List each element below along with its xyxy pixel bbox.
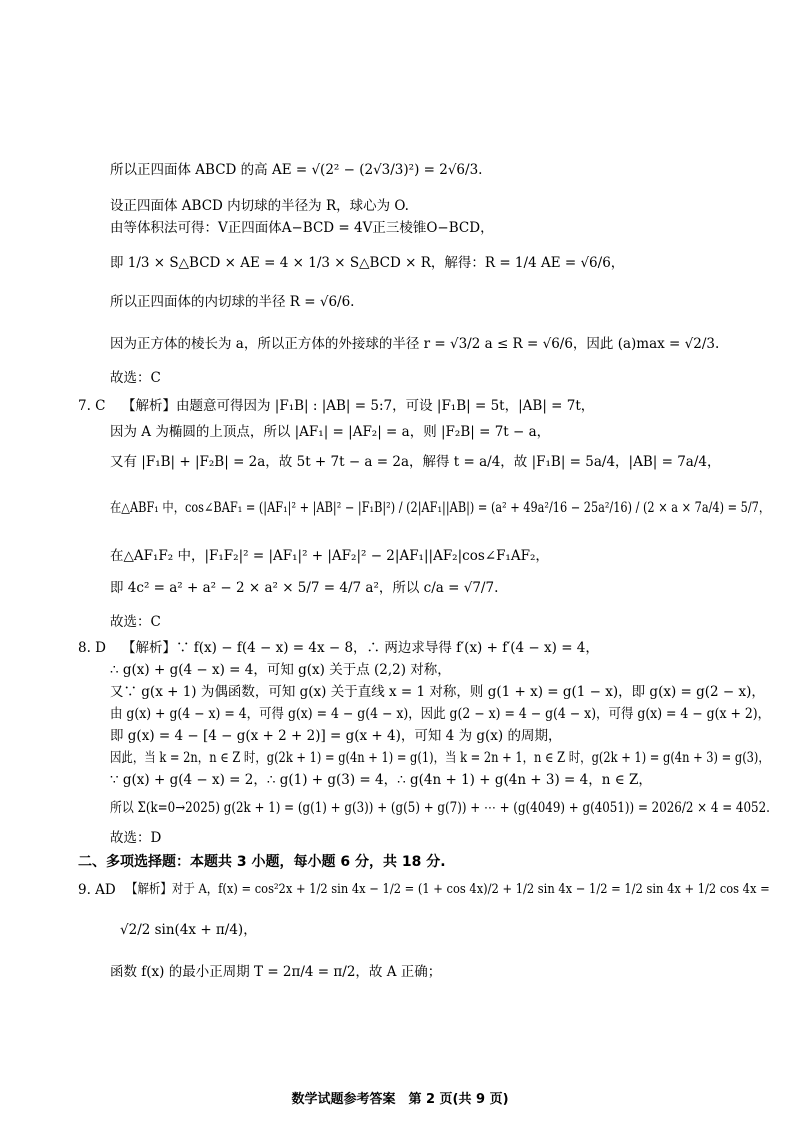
text-line: 又∵ g(x + 1) 为偶函数，可知 g(x) 关于直线 x = 1 对称，则 g(1 + x) = g(1 − x)，即 g(x) = g(2 − x)，: [110, 684, 765, 700]
text-line: 因为正方体的棱长为 a，所以正方体的外接球的半径 r = √3/2 a ≤ R = √6/6，因此 (a)max = √2/3.: [110, 336, 720, 352]
text-line: 所以正四面体的内切球的半径 R = √6/6.: [110, 294, 355, 310]
question-number: 8. D: [78, 640, 106, 656]
text-line: 因为 A 为椭圆的上顶点，所以 |AF₁| = |AF₂| = a，则 |F₂B| = 7t − a，: [110, 424, 551, 440]
text-line: 即 1/3 × S△BCD × AE = 4 × 1/3 × S△BCD × R，解得：R = 1/4 AE = √6/6，: [110, 255, 625, 271]
text-line: 设正四面体 ABCD 内切球的半径为 R，球心为 O.: [110, 198, 409, 214]
text-line: 所以 Σ(k=0→2025) g(2k + 1) = (g(1) + g(3)) + (g(5) + g(7)) + ⋯ + (g(4049) + g(4051)) = 2026/2 × 4 = 4052.: [110, 800, 770, 816]
text-line: 【解析】对于 A，f(x) = cos²2x + 1/2 sin 4x − 1/2 = (1 + cos 4x)/2 + 1/2 sin 4x − 1/2 = 1/2 sin 4x + 1/2 cos 4x =: [126, 882, 770, 897]
page-footer: 数学试题参考答案 第 2 页(共 9 页): [291, 1092, 509, 1107]
question-number: 7. C: [78, 398, 106, 414]
text-line: 即 g(x) = 4 − [4 − g(x + 2 + 2)] = g(x + 4)，可知 4 为 g(x) 的周期，: [110, 728, 562, 744]
text-line: 在△ABF₁ 中，cos∠BAF₁ = (|AF₁|² + |AB|² − |F₁B|²) / (2|AF₁||AB|) = (a² + 49a²/16 − 25a²/16) / (2 × a × 7a/4) = 5/7，: [110, 500, 771, 516]
text-line: 故选：C: [110, 370, 161, 386]
text-line: 【解析】∵ f(x) − f(4 − x) = 4x − 8，∴ 两边求导得 f′(x) + f′(4 − x) = 4，: [122, 640, 599, 656]
text-line: 因此，当 k = 2n，n ∈ Z 时，g(2k + 1) = g(4n + 1) = g(1)，当 k = 2n + 1，n ∈ Z 时，g(2k + 1) = g(4n + 3) = g(3)，: [110, 750, 770, 766]
text-line: 又有 |F₁B| + |F₂B| = 2a，故 5t + 7t − a = 2a，解得 t = a/4，故 |F₁B| = 5a/4，|AB| = 7a/4，: [110, 454, 721, 470]
section-heading: 二、多项选择题：本题共 3 小题，每小题 6 分，共 18 分.: [78, 854, 446, 870]
text-line: 【解析】由题意可得因为 |F₁B| : |AB| = 5:7，可设 |F₁B| = 5t，|AB| = 7t，: [122, 398, 595, 414]
text-line: ∴ g(x) + g(4 − x) = 4，可知 g(x) 关于点 (2,2) 对称，: [110, 662, 451, 678]
text-line: ∵ g(x) + g(4 − x) = 2，∴ g(1) + g(3) = 4，∴ g(4n + 1) + g(4n + 3) = 4，n ∈ Z，: [110, 772, 652, 788]
question-number: 9. AD: [78, 882, 116, 898]
text-line: 即 4c² = a² + a² − 2 × a² × 5/7 = 4/7 a²，所以 c/a = √7/7.: [110, 580, 499, 596]
text-line: 故选：C: [110, 614, 161, 630]
text-line: 故选：D: [110, 830, 162, 846]
text-line: √2/2 sin(4x + π/4)，: [120, 922, 257, 938]
text-line: 所以正四面体 ABCD 的高 AE = √(2² − (2√3/3)²) = 2√6/3.: [110, 162, 483, 178]
text-line: 函数 f(x) 的最小正周期 T = 2π/4 = π/2，故 A 正确；: [110, 964, 442, 980]
text-line: 在△AF₁F₂ 中，|F₁F₂|² = |AF₁|² + |AF₂|² − 2|AF₁||AF₂|cos∠F₁AF₂，: [110, 548, 549, 564]
text-line: 由 g(x) + g(4 − x) = 4，可得 g(x) = 4 − g(4 − x)，因此 g(2 − x) = 4 − g(4 − x)，可得 g(x) = 4 − g(x + 2)，: [110, 706, 771, 722]
text-line: 由等体积法可得：V正四面体A−BCD = 4V正三棱锥O−BCD，: [110, 220, 494, 236]
